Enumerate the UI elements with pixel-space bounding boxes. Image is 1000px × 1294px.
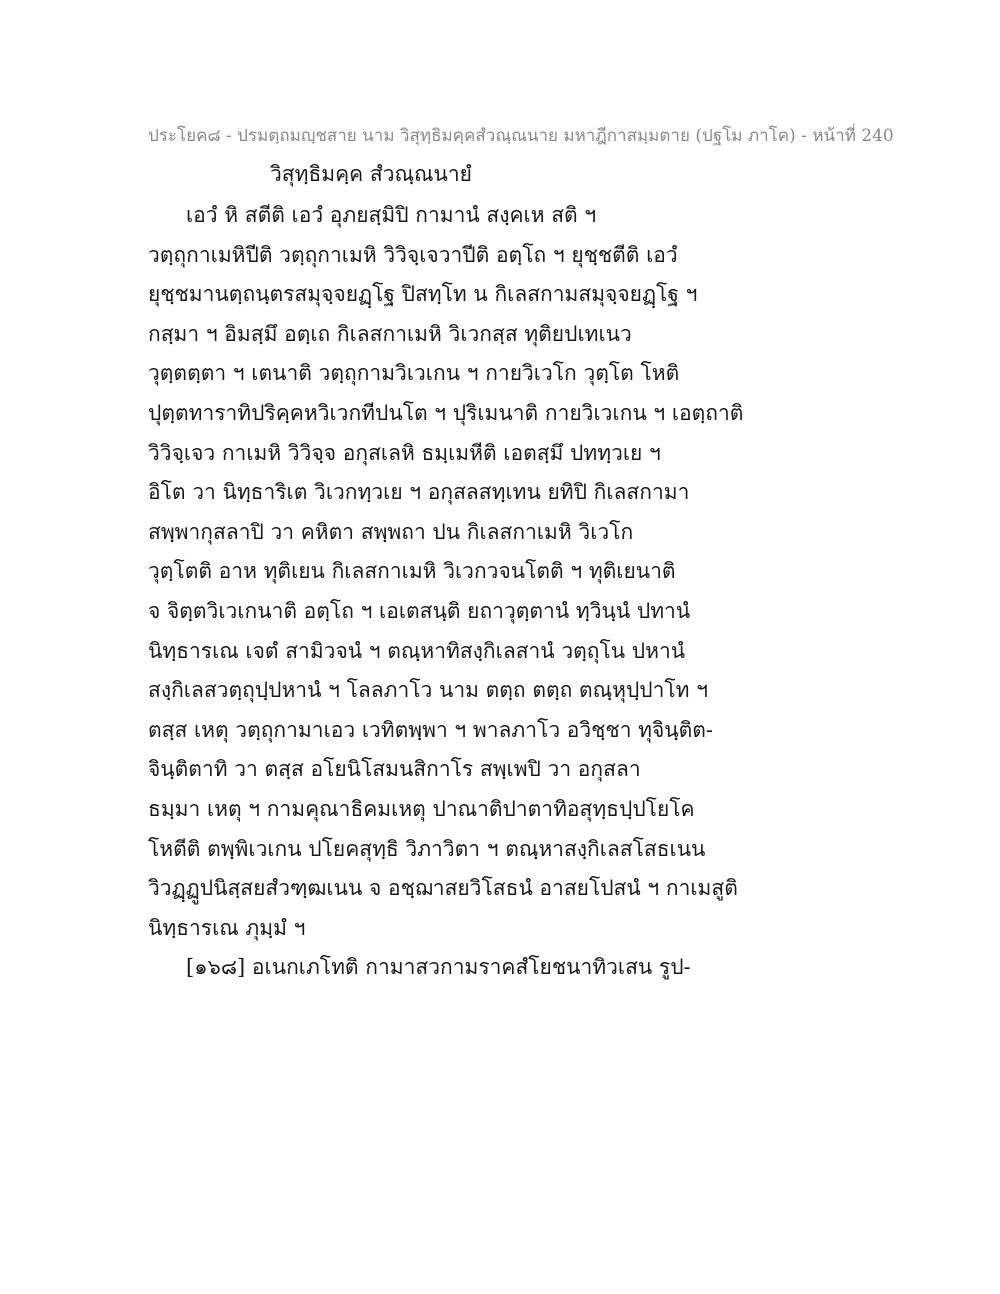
text-line: นิทฺธารเณ ภุมฺมํ ฯ (148, 915, 306, 940)
running-header: ประโยค๘ - ปรมตฺถมญฺชสาย นาม วิสุทฺธิมคฺคสํวณฺณนาย มหาฎีกาสมฺมตาย (ปฐโม ภาโค) - หน้าที่ 240 (148, 126, 894, 146)
text-line: ธมฺมา เหตุ ฯ กามคุณาธิคมเหตุ ปาณาติปาตาทิอสุทฺธปฺปโยโค (148, 796, 695, 821)
text-line: ตสฺส เหตุ วตฺถุกามาเอว เวทิตพฺพา ฯ พาลภาโว อวิชฺชา ทุจินฺติต- (148, 717, 714, 742)
text-line: จินฺติตาทิ วา ตสฺส อโยนิโสมนสิกาโร สพฺเพปิ วา อกุสลา (148, 757, 641, 782)
text-line: วตฺถุกาเมหิปีติ วตฺถุกาเมหิ วิวิจฺเจวาปีติ อตฺโถ ฯ ยุชฺชตีติ เอวํ (148, 242, 678, 267)
text-line: นิทฺธารเณ เจตํ สามิวจนํ ฯ ตณฺหาทิสงฺกิเลสานํ วตฺถุโน ปหานํ (148, 638, 686, 663)
body-text (148, 196, 744, 988)
text-line: วุตฺโตติ อาห ทุติเยน กิเลสกาเมหิ วิเวกวจนโตติ ฯ ทุติเยนาติ (148, 559, 676, 584)
text-line: ปุตฺตทาราทิปริคฺคหวิเวกทีปนโต ฯ ปุริเมนาติ กายวิเวเกน ฯ เอตฺถาติ (148, 400, 744, 425)
text-line: สงฺกิเลสวตฺถุปฺปหานํ ฯ โลลภาโว นาม ตตฺถ ตตฺถ ตณฺหุปฺปาโท ฯ (148, 678, 708, 703)
text-line: กสฺมา ฯ อิมสฺมึ อตฺเถ กิเลสกาเมหิ วิเวกสฺส ทุติยปเทเนว (148, 321, 632, 346)
text-line: วุตฺตตฺตา ฯ เตนาติ วตฺถุกามวิเวเกน ฯ กายวิเวโก วุตฺโต โหติ (148, 361, 680, 386)
section-title: วิสุทฺธิมคฺค สํวณฺณนายํ (270, 162, 472, 186)
text-line: จ จิตฺตวิเวเกนาติ อตฺโถ ฯ เอเตสนฺติ ยถาวุตฺตานํ ทฺวินฺนํ ปทานํ (148, 598, 691, 623)
text-line: โหตีติ ตพฺพิเวเกน ปโยคสุทฺธิ วิภาวิตา ฯ ตณฺหาสงฺกิเลสโสธเนน (148, 836, 706, 861)
text-line: อิโต วา นิทฺธาริเต วิเวกทฺวเย ฯ อกุสลสทฺเทน ยทิปิ กิเลสกามา (148, 480, 690, 505)
text-line: วิวิจฺเจว กาเมหิ วิวิจฺจ อกุสเลหิ ธมฺเมหีติ เอตสฺมึ ปททฺวเย ฯ (148, 440, 661, 465)
text-line: เอวํ หิ สตีติ เอวํ อุภยสฺมิปิ กามานํ สงฺคเห สติ ฯ (186, 203, 597, 227)
text-line: [๑๖๘] อเนกเภโทติ กามาสวกามราคสํโยชนาทิวเสน รูป- (186, 955, 691, 980)
text-line: วิวฏฺฏูปนิสฺสยสํวฑฺฒเนน จ อชฺฌาสยวิโสธนํ อาสยโปสนํ ฯ กาเมสูติ (148, 876, 738, 901)
text-line: สพฺพากุสลาปิ วา คหิตา สพฺพถา ปน กิเลสกาเมหิ วิเวโก (148, 519, 634, 544)
text-line: ยุชฺชมานตฺถนฺตรสมุจฺจยฏฺโฐ ปิสทฺโท น กิเลสกามสมุจฺจยฏฺโฐ ฯ (148, 282, 698, 307)
